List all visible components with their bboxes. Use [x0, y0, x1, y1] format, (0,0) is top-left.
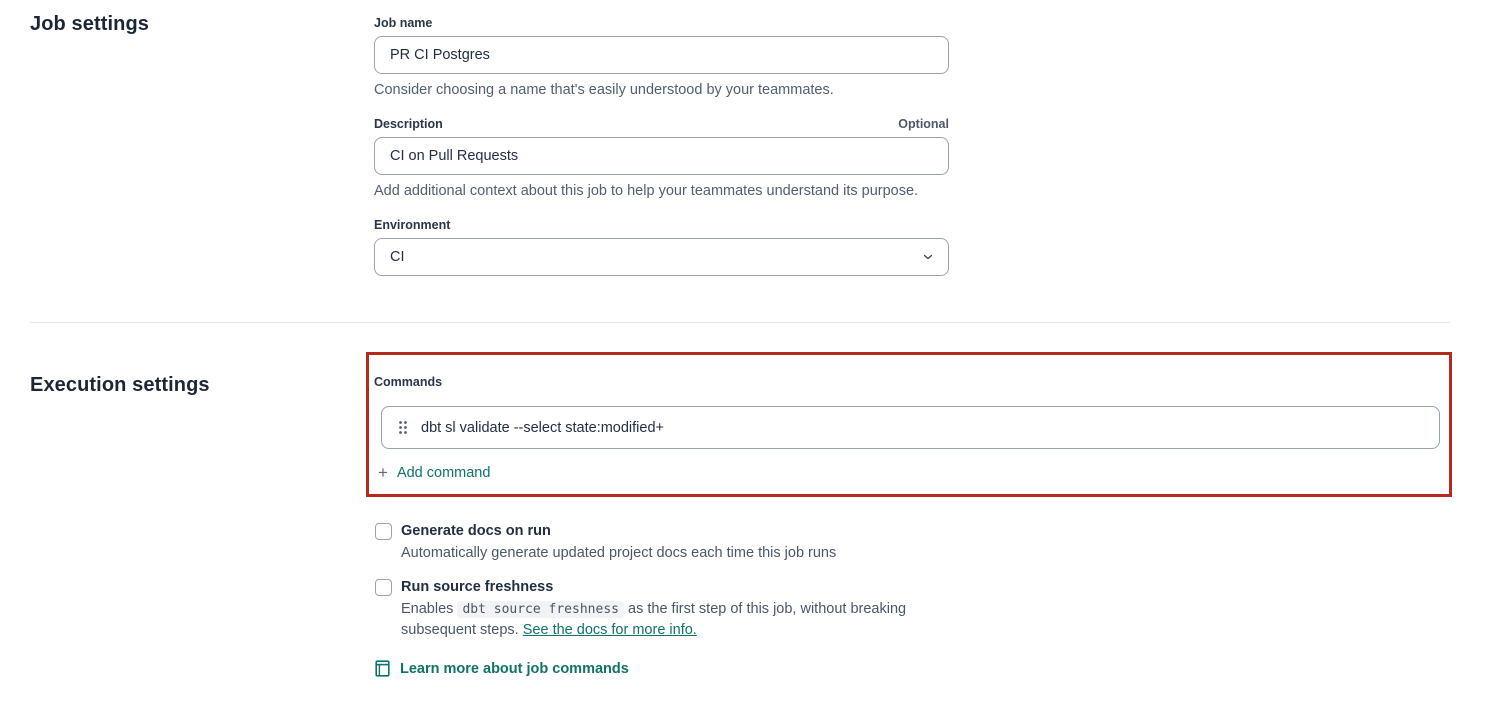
- chevron-down-icon: [922, 253, 934, 261]
- source-freshness-checkbox[interactable]: [375, 579, 392, 596]
- freshness-desc-suffix: as the first step of this job, without breaking subsequent steps.: [401, 601, 907, 638]
- freshness-docs-link[interactable]: See the docs for more info.: [522, 622, 697, 638]
- job-name-helper: Consider choosing a name that's easily understood by your teammates.: [374, 82, 834, 98]
- source-freshness-row: [375, 578, 950, 640]
- job-options-group: [375, 522, 950, 655]
- plus-icon: +: [378, 463, 388, 482]
- generate-docs-text: [401, 522, 836, 563]
- learn-more-row[interactable]: [375, 660, 629, 677]
- environment-label: Environment: [374, 218, 451, 232]
- description-label-row: [374, 117, 949, 131]
- description-label: Description: [374, 117, 443, 131]
- job-name-input[interactable]: [374, 36, 949, 74]
- add-command-button[interactable]: [378, 464, 490, 481]
- environment-label-row: [374, 218, 949, 232]
- execution-settings-heading: Execution settings: [30, 374, 210, 396]
- learn-more-link[interactable]: Learn more about job commands: [400, 660, 629, 677]
- job-settings-form: [374, 16, 949, 295]
- source-freshness-label: Run source freshness: [401, 579, 554, 595]
- source-freshness-text: [401, 578, 938, 640]
- command-row[interactable]: [381, 406, 1440, 449]
- description-input[interactable]: [374, 137, 949, 175]
- job-name-label: Job name: [374, 16, 433, 30]
- source-freshness-description: [401, 599, 938, 640]
- environment-selected-value: CI: [390, 249, 405, 265]
- commands-label: Commands: [374, 375, 443, 389]
- environment-field: [374, 218, 949, 276]
- job-name-field: [374, 16, 949, 98]
- environment-select[interactable]: [374, 238, 949, 276]
- job-name-label-row: [374, 16, 949, 30]
- description-field: [374, 117, 949, 199]
- generate-docs-description: Automatically generate updated project docs each time this job runs: [401, 545, 837, 561]
- book-icon: [375, 660, 390, 677]
- freshness-desc-prefix: Enables: [401, 601, 454, 617]
- description-helper: Add additional context about this job to help your teammates understand its purpose.: [374, 183, 919, 199]
- inline-code-snippet: dbt source freshness: [457, 601, 624, 618]
- generate-docs-row: [375, 522, 950, 563]
- add-command-label: Add command: [396, 464, 491, 481]
- job-settings-heading: Job settings: [30, 13, 149, 35]
- section-divider: [30, 322, 1450, 323]
- generate-docs-label: Generate docs on run: [401, 523, 551, 539]
- optional-badge: Optional: [898, 117, 949, 131]
- command-text[interactable]: dbt sl validate --select state:modified+: [421, 419, 664, 436]
- drag-handle-icon[interactable]: [398, 420, 408, 435]
- commands-highlight-box: [366, 352, 1452, 497]
- generate-docs-checkbox[interactable]: [375, 523, 392, 540]
